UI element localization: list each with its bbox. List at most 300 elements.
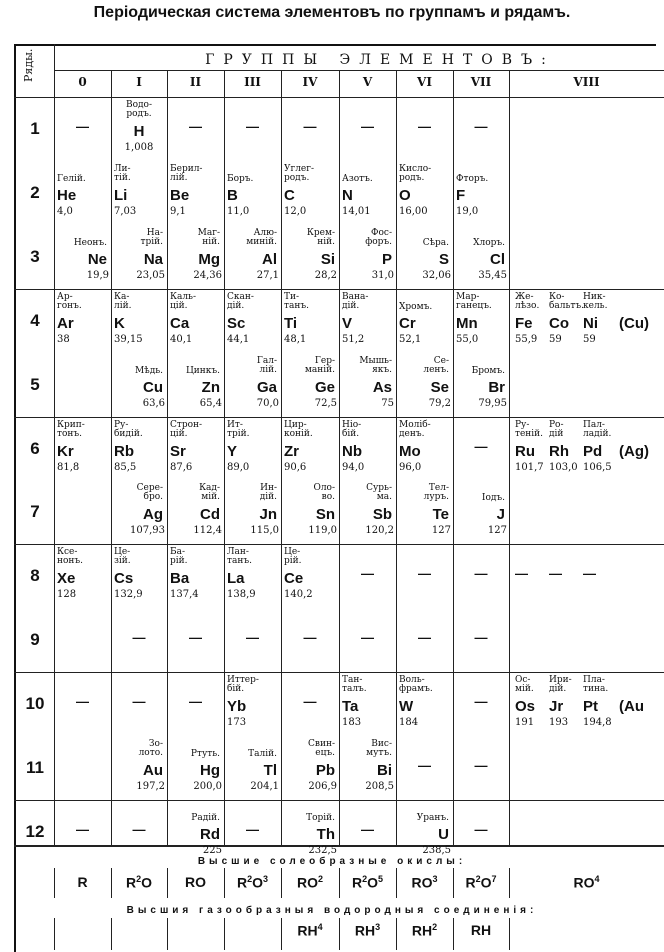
oxides-title: Высшие солеобразные окислы: [197, 856, 467, 867]
element-symbol: Sc [227, 315, 246, 332]
element-symbol: (Cu) [619, 315, 649, 332]
dash-mark: — [474, 119, 488, 134]
element-symbol: Ge [314, 379, 335, 396]
atomic-weight: 27,1 [256, 270, 279, 281]
dash-mark: — [246, 630, 259, 645]
atomic-weight: 24,36 [193, 270, 222, 281]
element-name: Оло- во. [313, 483, 335, 502]
atomic-weight: 39,15 [114, 334, 143, 345]
element-cell [453, 225, 509, 289]
dash-mark: — [361, 119, 374, 134]
element-cell [167, 544, 224, 608]
element-symbol: Na [143, 251, 163, 268]
oxide-formula [167, 874, 224, 890]
element-symbol: Ga [256, 379, 277, 396]
dash-mark: — [474, 822, 488, 837]
element-symbol: Ca [170, 315, 190, 332]
dash-mark: — [189, 119, 202, 134]
group-header: 0 [78, 75, 87, 89]
atomic-weight: 79,95 [478, 398, 507, 409]
element-symbol: Al [262, 251, 277, 268]
dash-mark: — [474, 439, 488, 454]
hydride-base: RH [297, 922, 318, 939]
row-number: 10 [25, 694, 45, 713]
element-cell [111, 97, 167, 161]
element-name: Крем- ній. [306, 228, 335, 247]
element-name: Кисло- родъ. [399, 164, 432, 183]
element-name: Ит- трій. [227, 420, 250, 439]
element-symbol: Mg [198, 251, 220, 268]
hydride-base: RH [470, 922, 492, 938]
element-cell [339, 225, 396, 289]
row-number: 4 [30, 311, 40, 330]
dash-mark: — [303, 119, 317, 134]
row-number: 5 [30, 375, 40, 394]
element-cell [224, 161, 281, 225]
element-name: Мѣдь. [135, 366, 163, 376]
element-cell [281, 289, 339, 353]
element-cell [396, 353, 453, 417]
oxide-subscript: 2 [475, 874, 481, 884]
element-name: Ру- теній. [515, 420, 544, 439]
atomic-weight: 193 [549, 717, 569, 728]
element-cell [281, 736, 339, 800]
element-name: Пал- ладій. [583, 420, 612, 439]
oxide-base: RO [296, 874, 318, 891]
atomic-weight: 28,2 [314, 270, 337, 281]
element-name: Цинкъ. [185, 366, 220, 376]
element-name: Моліб- денъ. [399, 420, 431, 439]
row-number: 1 [30, 119, 40, 138]
element-name: Вана- дій. [342, 292, 369, 311]
element-symbol: O [399, 187, 411, 204]
atomic-weight: 184 [399, 717, 419, 728]
element-name: Тел- луръ. [423, 483, 449, 502]
element-name: Талій. [248, 749, 277, 759]
row-number: 9 [30, 630, 40, 649]
oxide-subscript: 2 [136, 874, 142, 884]
atomic-weight: 35,45 [478, 270, 507, 281]
dash-mark: — [303, 694, 317, 709]
element-symbol: Cs [114, 570, 134, 587]
dash-mark: — [474, 694, 488, 709]
groups-title: ГРУППЫ ЭЛЕМЕНТОВЪ: [205, 52, 555, 68]
element-cell [224, 225, 281, 289]
element-symbol: Xe [57, 570, 76, 587]
atomic-weight: 101,7 [515, 462, 544, 473]
element-symbol: Pt [583, 698, 598, 715]
dash-mark: — [418, 119, 431, 134]
atomic-weight: 9,1 [170, 206, 186, 217]
hydride-formula [396, 922, 453, 939]
element-symbol: He [57, 187, 77, 204]
element-symbol: Co [549, 315, 569, 332]
element-name: Ко- бальтъ. [549, 292, 584, 311]
group-header: V [362, 75, 373, 89]
atomic-weight: 14,01 [342, 206, 371, 217]
grid-line-horizontal [14, 800, 664, 801]
element-symbol: Ne [87, 251, 107, 268]
rows-label-text: Ряды. [22, 48, 35, 82]
atomic-weight: 85,5 [114, 462, 137, 473]
atomic-weight: 4,0 [57, 206, 73, 217]
element-cell [54, 225, 111, 289]
element-symbol: Nb [342, 443, 362, 460]
element-cell [111, 161, 167, 225]
element-cell [281, 161, 339, 225]
element-cell [396, 480, 453, 544]
element-cell [54, 417, 111, 481]
element-name: Ніо- бій. [342, 420, 362, 439]
grid-line-vertical [509, 70, 510, 845]
row-number: 7 [30, 502, 40, 521]
row-number: 12 [25, 822, 45, 841]
element-symbol: Os [515, 698, 536, 715]
atomic-weight: 72,5 [314, 398, 337, 409]
dash-mark: — [132, 630, 146, 645]
group-header: I [136, 75, 142, 89]
atomic-weight: 107,93 [130, 525, 165, 536]
element-symbol: V [342, 315, 353, 332]
oxide-subscript: 2 [247, 874, 253, 884]
element-cell [167, 161, 224, 225]
atomic-weight: 44,1 [227, 334, 250, 345]
element-symbol: Bi [377, 762, 392, 779]
oxide-subscript: 2 [317, 874, 323, 884]
element-symbol: La [227, 570, 245, 587]
element-cell [111, 736, 167, 800]
element-name: Торій. [306, 813, 335, 823]
oxide-base: RO [573, 874, 595, 891]
oxide-tail: O [252, 874, 263, 891]
element-cell [111, 225, 167, 289]
element-cell [54, 161, 111, 225]
atomic-weight: 19,9 [86, 270, 109, 281]
oxide-formula [281, 874, 339, 891]
element-name: Каль- цій. [170, 292, 196, 311]
element-name: Углег- родъ. [284, 164, 315, 183]
element-symbol: Cu [143, 379, 163, 396]
atomic-weight: 75 [381, 398, 394, 409]
grid-line-horizontal [54, 70, 664, 71]
atomic-weight: 138,9 [227, 589, 256, 600]
atomic-weight: 23,05 [136, 270, 165, 281]
row-number: 6 [30, 439, 40, 458]
atomic-weight: 225 [202, 845, 222, 856]
element-name: Боръ. [227, 174, 254, 184]
element-symbol: Ar [57, 315, 74, 332]
oxide-subscript: 3 [432, 874, 438, 884]
atomic-weight: 120,2 [365, 525, 394, 536]
element-name: Мышь- якъ. [359, 356, 392, 375]
element-symbol: Li [114, 187, 128, 204]
element-symbol: Zr [284, 443, 299, 460]
oxide-subscript: 3 [263, 874, 269, 884]
element-cell [339, 161, 396, 225]
element-cell [111, 544, 167, 608]
atomic-weight: 137,4 [170, 589, 199, 600]
atomic-weight: 81,8 [57, 462, 80, 473]
group-header: VII [470, 75, 492, 89]
hydride-subscript: 2 [432, 922, 438, 932]
element-name: На- трій. [140, 228, 163, 247]
group-header: VI [417, 75, 432, 89]
hydride-formula [281, 922, 339, 939]
dash-mark: — [549, 566, 562, 581]
element-symbol: Kr [57, 443, 74, 460]
element-name: Се- ленъ. [423, 356, 449, 375]
element-name: Фос- форъ. [365, 228, 392, 247]
element-name: Це- рій. [284, 547, 302, 566]
oxide-formula [111, 874, 167, 891]
element-name: Мар- ганецъ. [456, 292, 492, 311]
atomic-weight: 119,0 [308, 525, 337, 536]
oxide-formula [453, 874, 509, 891]
dash-mark: — [474, 630, 488, 645]
atomic-weight: 40,1 [170, 334, 193, 345]
element-name: Ксе- нонъ. [57, 547, 84, 566]
grid-line-vertical [111, 918, 112, 950]
atomic-weight: 48,1 [284, 334, 307, 345]
element-name: Ти- танъ. [284, 292, 309, 311]
oxide-base: R [236, 874, 248, 891]
element-name: Гер- маній. [304, 356, 335, 375]
hydride-formula [453, 922, 509, 938]
element-symbol: Mn [456, 315, 478, 332]
element-symbol: F [456, 187, 466, 204]
atomic-weight: 32,06 [422, 270, 451, 281]
dash-mark: — [361, 822, 374, 837]
element-cell [111, 480, 167, 544]
dash-mark: — [76, 119, 89, 134]
element-symbol: Yb [227, 698, 247, 715]
element-cell [281, 800, 339, 864]
atomic-weight: 191 [515, 717, 535, 728]
dash-mark: — [361, 630, 374, 645]
element-name: Азотъ. [342, 174, 373, 184]
dash-mark: — [189, 694, 202, 709]
atomic-weight: 127 [431, 525, 451, 536]
oxide-base: R [77, 874, 88, 890]
dash-mark: — [474, 566, 488, 581]
group-header: III [244, 75, 261, 89]
element-cell [281, 225, 339, 289]
dash-mark: — [418, 758, 431, 773]
element-symbol: Mo [399, 443, 421, 460]
element-symbol: P [381, 251, 392, 268]
oxide-formula [224, 874, 281, 891]
atomic-weight: 51,2 [342, 334, 365, 345]
oxide-tail: O [367, 874, 378, 891]
row-number: 11 [26, 758, 44, 777]
atomic-weight: 1,008 [124, 142, 154, 153]
grid-line-vertical [167, 918, 168, 950]
oxide-subscript: 7 [491, 874, 497, 884]
grid-line-vertical [509, 918, 510, 950]
element-name: Ру- бидій. [114, 420, 143, 439]
element-symbol: Sb [372, 506, 392, 523]
element-cell [111, 417, 167, 481]
element-name: Ири- дій. [549, 675, 572, 694]
group-header: IV [302, 75, 318, 89]
atomic-weight: 52,1 [399, 334, 422, 345]
atomic-weight: 232,5 [308, 845, 337, 856]
dash-mark: — [303, 630, 317, 645]
atomic-weight: 106,5 [583, 462, 612, 473]
row-number: 8 [30, 566, 40, 585]
group-header: VIII [573, 75, 600, 89]
element-cell [167, 353, 224, 417]
element-symbol: Hg [200, 762, 220, 779]
atomic-weight: 112,4 [193, 525, 222, 536]
element-cell [224, 353, 281, 417]
element-cell [281, 544, 339, 608]
element-cell [453, 161, 509, 225]
element-name: Ник- кель. [583, 292, 608, 311]
element-name: Ка- лій. [114, 292, 132, 311]
hydride-base: RH [354, 922, 376, 939]
oxide-base: RO [185, 874, 206, 890]
element-symbol: U [438, 826, 449, 843]
element-symbol: Cl [490, 251, 505, 268]
element-cell [396, 672, 453, 736]
hydride-base: RH [411, 922, 433, 939]
hydride-subscript: 4 [317, 922, 323, 932]
atomic-weight: 96,0 [399, 462, 422, 473]
element-name: Ба- рій. [170, 547, 188, 566]
element-cell [111, 289, 167, 353]
element-cell [339, 736, 396, 800]
element-name: Ро- дій [549, 420, 564, 439]
element-cell [167, 736, 224, 800]
oxide-base: R [125, 874, 137, 891]
oxide-tail: O [480, 874, 492, 891]
element-symbol: H [133, 123, 145, 140]
element-symbol: Au [143, 762, 163, 779]
element-name: Кад- мій. [199, 483, 220, 502]
element-cell [167, 289, 224, 353]
oxide-subscript: 4 [594, 874, 600, 884]
element-name: Маг- ній. [197, 228, 220, 247]
element-symbol: Sr [170, 443, 186, 460]
atomic-weight: 140,2 [284, 589, 313, 600]
element-name: Бромъ. [471, 366, 505, 376]
element-symbol: Cr [399, 315, 416, 332]
oxide-subscript: 5 [378, 874, 384, 884]
element-name: Сере- бро. [136, 483, 163, 502]
element-symbol: Jr [549, 698, 564, 715]
element-symbol: Jn [259, 506, 277, 523]
element-symbol: (Au [619, 698, 644, 715]
element-symbol: J [496, 506, 505, 523]
dash-mark: — [132, 694, 146, 709]
hydride-subscript: 3 [375, 922, 381, 932]
page-title: Періодическая система элементовъ по группамъ и рядамъ. [93, 4, 571, 21]
atomic-weight: 206,9 [308, 781, 337, 792]
element-cell [339, 289, 396, 353]
atomic-weight: 59 [549, 334, 562, 345]
dash-mark: — [583, 566, 596, 581]
element-symbol: W [399, 698, 414, 715]
grid-line-vertical [54, 918, 55, 950]
element-symbol: Ru [515, 443, 535, 460]
element-cell [281, 480, 339, 544]
element-cell [396, 289, 453, 353]
element-name: Уранъ. [416, 813, 449, 823]
dash-mark: — [76, 822, 89, 837]
element-cell [224, 672, 281, 736]
element-name: Радій. [191, 813, 220, 823]
element-symbol: Zn [201, 379, 220, 396]
atomic-weight: 103,0 [549, 462, 578, 473]
element-cell [224, 544, 281, 608]
element-symbol: Rd [200, 826, 220, 843]
element-cell [339, 417, 396, 481]
element-cell [281, 417, 339, 481]
element-symbol: Br [488, 379, 505, 396]
element-cell [453, 289, 509, 353]
dash-mark: — [474, 758, 488, 773]
atomic-weight: 194,8 [583, 717, 612, 728]
oxide-formula [396, 874, 453, 891]
element-cell [167, 417, 224, 481]
element-name: Крип- тонъ. [57, 420, 85, 439]
element-cell [167, 225, 224, 289]
element-symbol: As [372, 379, 392, 396]
element-name: Це- зій. [114, 547, 131, 566]
oxide-formula [54, 874, 111, 890]
element-name: Ли- тій. [114, 164, 131, 183]
element-name: Же- лѣзо. [515, 292, 540, 311]
atomic-weight: 59 [583, 334, 596, 345]
element-name: Пла- тина. [583, 675, 609, 694]
element-name: Зо- лото. [138, 739, 163, 758]
element-name: Строн- цій. [170, 420, 203, 439]
element-cell [339, 480, 396, 544]
atomic-weight: 70,0 [256, 398, 279, 409]
element-symbol: Rb [114, 443, 134, 460]
atomic-weight: 79,2 [428, 398, 451, 409]
element-symbol: Be [170, 187, 190, 204]
group-header: II [189, 75, 202, 89]
element-cell [167, 800, 224, 864]
element-cell [224, 289, 281, 353]
element-name: Воль- фрамъ. [399, 675, 433, 694]
atomic-weight: 12,0 [284, 206, 307, 217]
element-symbol: (Ag) [619, 443, 649, 460]
atomic-weight: 55,9 [515, 334, 538, 345]
element-name: Фторъ. [456, 174, 489, 184]
element-cell [224, 736, 281, 800]
atomic-weight: 11,0 [227, 206, 250, 217]
element-symbol: Si [320, 251, 335, 268]
row-number: 2 [30, 183, 40, 202]
element-cell [396, 161, 453, 225]
hydride-formula [339, 922, 396, 939]
element-symbol: Y [227, 443, 238, 460]
element-symbol: Sn [315, 506, 335, 523]
dash-mark: — [189, 630, 202, 645]
element-symbol: Se [430, 379, 449, 396]
atomic-weight: 173 [227, 717, 247, 728]
oxide-base: RO [411, 874, 433, 891]
element-name: Лан- танъ. [227, 547, 252, 566]
oxide-formula [339, 874, 396, 891]
element-name: Свин- ецъ. [308, 739, 335, 758]
atomic-weight: 63,6 [142, 398, 165, 409]
element-symbol: Rh [549, 443, 569, 460]
element-name: Гал- лій. [256, 356, 277, 375]
